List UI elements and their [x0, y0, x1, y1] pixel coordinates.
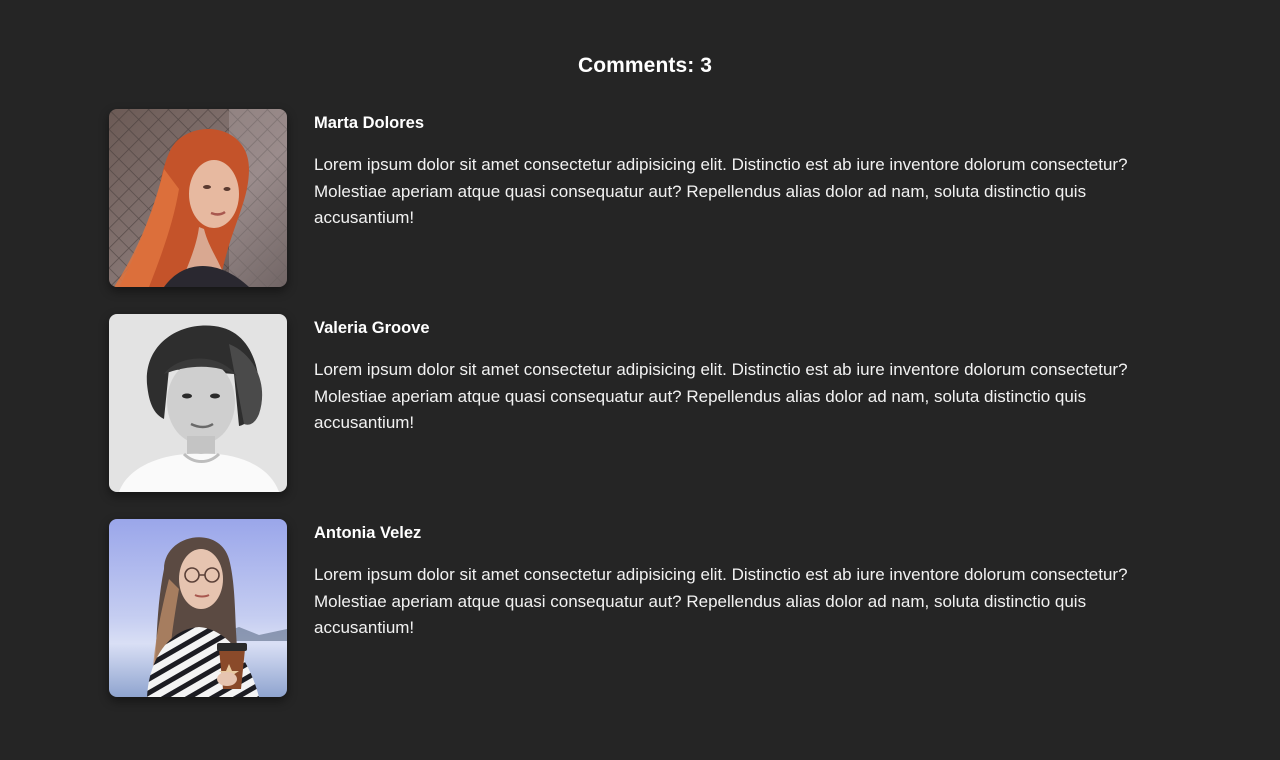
- comment-item: [109, 519, 1179, 697]
- comment-author: Antonia Velez: [314, 524, 422, 542]
- comments-count-heading: Comments: 3: [577, 54, 713, 77]
- comment-body: [314, 109, 1174, 232]
- comment-item: [109, 109, 1179, 287]
- avatar: [109, 314, 287, 492]
- comment-text: Lorem ipsum dolor sit amet consectetur adipisicing elit. Distinctio est ab iure inventore dolorum consectetur? Molestiae aperiam atque quasi consequatur aut? Repellendus alias dolor ad nam, soluta distinctio quis accusantium!: [314, 565, 1128, 637]
- avatar-image: [109, 519, 287, 697]
- comment-author: Valeria Groove: [314, 319, 430, 337]
- avatar: [109, 109, 287, 287]
- comment-text: Lorem ipsum dolor sit amet consectetur adipisicing elit. Distinctio est ab iure inventore dolorum consectetur? Molestiae aperiam atque quasi consequatur aut? Repellendus alias dolor ad nam, soluta distinctio quis accusantium!: [314, 360, 1128, 432]
- avatar-image: [109, 109, 287, 287]
- comment-body: [314, 519, 1174, 642]
- comment-item: [109, 314, 1179, 492]
- comment-text: Lorem ipsum dolor sit amet consectetur adipisicing elit. Distinctio est ab iure inventore dolorum consectetur? Molestiae aperiam atque quasi consequatur aut? Repellendus alias dolor ad nam, soluta distinctio quis accusantium!: [314, 155, 1128, 227]
- avatar: [109, 519, 287, 697]
- avatar-image: [109, 314, 287, 492]
- comment-author: Marta Dolores: [314, 114, 425, 132]
- comment-body: [314, 314, 1174, 437]
